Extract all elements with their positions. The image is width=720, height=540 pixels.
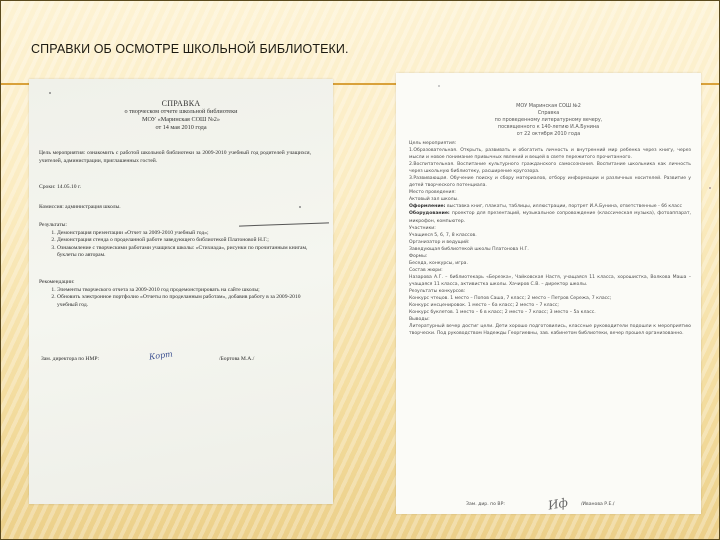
- left-doc-signature-scribble: Корт: [148, 349, 174, 362]
- section-participants-text: Учащиеся 5, 6, 7, 8 классов.: [409, 232, 477, 238]
- recommendations-item: 2. Обновить электронное портфолио «Отчеты по проделанным работам», добавив работу в за 2009-2010 учебный год.: [57, 294, 309, 309]
- left-doc-recommendations: [39, 279, 309, 309]
- section-goal-3: 3.Развивающая. Обучение поиску и сбору материалов, отбору информации и различных носителей. Развитие у детей творческого потенциала.: [409, 176, 691, 189]
- left-doc-signature-name: /Бортова М.А./: [219, 356, 255, 362]
- left-doc-subtitle-2: МОУ «Маринская СОШ №2»: [142, 116, 220, 123]
- section-equipment-label: Оборудование:: [409, 211, 450, 217]
- left-doc-header: [29, 100, 333, 132]
- right-doc-signature-scribble: Иф: [546, 495, 569, 513]
- right-doc-school: МОУ Маринская СОШ №2: [516, 103, 581, 109]
- section-forms-text: Беседа, конкурсы, игра.: [409, 260, 468, 266]
- speck: [709, 187, 711, 189]
- section-results-label: Результаты конкурсов:: [409, 288, 466, 294]
- left-doc-results: [39, 222, 309, 260]
- section-decor-text: выставка книг, плакаты, таблицы, иллюстрации, портрет И.А.Бунина, ответственные - 6б класс: [446, 204, 682, 210]
- section-venue-text: Актовый зал школы.: [409, 197, 459, 203]
- section-results-1: Конкурс чтецов. 1 место – Попов Саша, 7 класс; 2 место – Петров Сережа, 7 класс;: [409, 296, 612, 302]
- speck: [438, 85, 440, 87]
- left-doc-goal: Цель мероприятия: ознакомить с работой школьной библиотеки за 2009-2010 учебный год родителей учащихся, учителей, администрации, приглашенных гостей.: [39, 150, 311, 164]
- section-conclusions-text: Литературный вечер достиг цели. Дети хорошо подготовились, классные руководители подошли к мероприятию творчески. Под руководством Надежды Георгиевны, зав. кабинетом библиотеки, вечер прошел организованно.: [409, 324, 691, 337]
- results-list: [39, 230, 309, 260]
- left-document-scan: [29, 79, 333, 504]
- section-goal-1: 1.Образовательная. Открыть, развивать и обогатить личность и внутренний мир ребенка через книгу, через мысли и новое понимание привычных явлений и вещей в свете пережитого прочитанного.: [409, 148, 691, 161]
- left-doc-signature-role: Зам. директора по НМР:: [41, 356, 100, 362]
- section-conclusions-label: Выводы:: [409, 317, 430, 323]
- recommendations-item: 1. Элементы творческого отчета за 2009-2010 год продемонстрировать на сайте школы;: [57, 287, 309, 295]
- slide-title: СПРАВКИ ОБ ОСМОТРЕ ШКОЛЬНОЙ БИБЛИОТЕКИ.: [31, 42, 349, 56]
- right-doc-subtitle-1: по проведенному литературному вечеру,: [494, 117, 603, 124]
- section-organizer-label: Организатор и ведущий:: [409, 239, 470, 245]
- speck: [49, 92, 51, 94]
- section-equipment-text: проектор для презентаций, музыкальное сопровождение (классическая музыка), фотоаппарат, микрофон, компьютер.: [409, 211, 691, 224]
- section-forms-label: Формы:: [409, 253, 428, 259]
- right-doc-header: [396, 103, 701, 138]
- section-organizer-text: Заведующая библиотекой школы Платонова Н.Г.: [409, 246, 529, 252]
- right-doc-body: [409, 140, 691, 337]
- right-document-scan: [396, 73, 701, 514]
- results-item: 3. Ознакомление с творческими работами учащихся школы: «Стихиада», рисунки по прочитанным книгам, буклеты по авторам.: [57, 245, 309, 260]
- section-participants-label: Участники:: [409, 225, 436, 231]
- left-doc-deadline: Сроки: 14.05.10 г.: [39, 184, 82, 190]
- right-doc-signature-role: Зам. дир. по ВР:: [466, 502, 505, 507]
- results-label: Результаты:: [39, 222, 67, 228]
- section-goal-label: Цель мероприятия:: [409, 141, 457, 146]
- left-doc-commission: Комиссия: администрация школы.: [39, 204, 121, 210]
- left-doc-subtitle-3: от 14 мая 2010 года: [155, 124, 207, 131]
- speck: [299, 206, 301, 208]
- section-equipment: [409, 210, 691, 224]
- results-item: 2. Демонстрация стенда о проделанной работе заведующего библиотекой Платоновой Н.Г.;: [57, 237, 309, 245]
- section-jury-text: Назарова А.Г. – библиотекарь «Березка», Чайковская Настя, учащаяся 11 класса, хорошистка, Волкова Маша – учащаяся 11 класса, активистка школы. Хачиров С.В. – директор школы.: [409, 274, 691, 287]
- left-doc-title: СПРАВКА: [161, 99, 201, 108]
- right-doc-signature-name: /Иванова Р.Е./: [581, 502, 615, 507]
- results-item: 1. Демонстрация презентации «Отчет за 2009-2010 учебный год»;: [57, 230, 309, 238]
- section-goal-2: 2.Воспитательная. Воспитание культурного гражданского самосознания. Воспитание школьника как личность через школьную библиотеку, расширение кругозора.: [409, 162, 691, 175]
- recommendations-label: Рекомендации:: [39, 279, 75, 285]
- section-results-3: Конкурс буклетов. 1 место – 6 в класс; 2 место – 7 класс; 3 место – 5а класс.: [409, 310, 596, 316]
- section-results-2: Конкурс инсценировок. 1 место – 6а класс; 2 место – 7 класс;: [409, 303, 559, 309]
- right-doc-date: от 22 октября 2010 года: [516, 131, 581, 138]
- section-decor: [409, 203, 691, 210]
- right-doc-subtitle-2: посвященного к 140-летию И.А.Бунина: [497, 124, 600, 131]
- left-doc-subtitle-1: о творческом отчете школьной библиотеки: [124, 108, 238, 115]
- section-decor-label: Оформление:: [409, 204, 446, 210]
- right-doc-title: Справка: [537, 110, 560, 117]
- section-jury-label: Состав жюри:: [409, 267, 443, 273]
- section-venue-label: Место проведения:: [409, 190, 456, 196]
- recommendations-list: [39, 287, 309, 310]
